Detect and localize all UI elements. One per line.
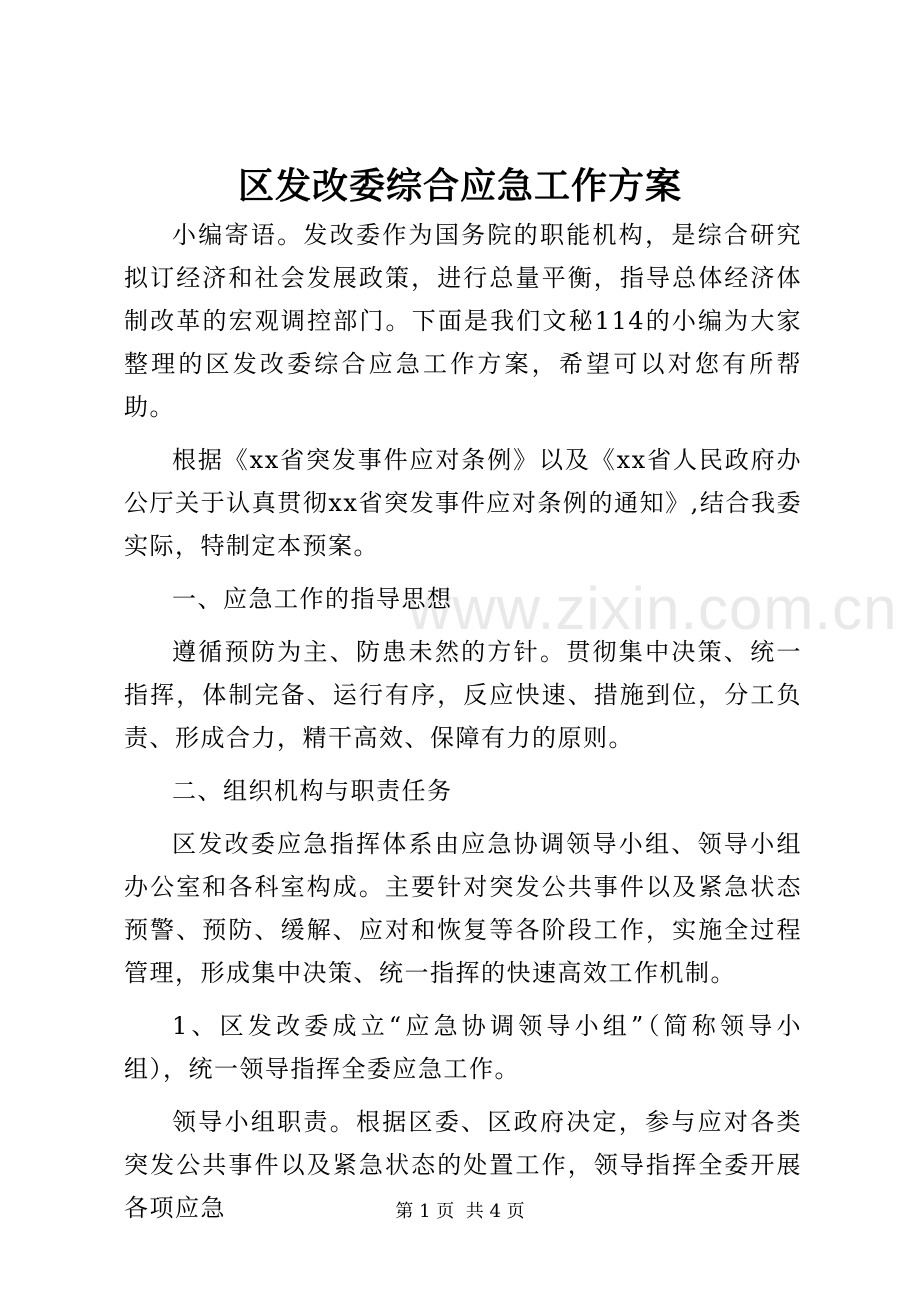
paragraph-organization: 区发改委应急指挥体系由应急协调领导小组、领导小组办公室和各科室构成。主要针对突发公共事件以及紧急状态预警、预防、缓解、应对和恢复等各阶段工作，实施全过程管理，形成集中决策、统一指挥的快速高效工作机制。: [124, 830, 802, 987]
document-body: [124, 214, 802, 1240]
watermark: www.zixin.com.cn: [408, 575, 898, 642]
page-title: 区发改委综合应急工作方案: [237, 165, 682, 207]
section-heading-1: 一、应急工作的指导思想: [172, 585, 453, 613]
paragraph-principles: 遵循预防为主、防患未然的方针。贯彻集中决策、统一指挥，体制完备、运行有序，反应快速、措施到位，分工负责、形成合力，精干高效、保障有力的原则。: [124, 638, 802, 752]
paragraph-basis: 根据《xx省突发事件应对条例》以及《xx省人民政府办公厅关于认真贯彻xx省突发事件应对条例的通知》,结合我委实际，特制定本预案。: [124, 446, 802, 560]
paragraph-group-duties: 领导小组职责。根据区委、区政府决定，参与应对各类突发公共事件以及紧急状态的处置工作，领导指挥全委开展各项应急: [124, 1108, 802, 1222]
page-total: 共 4 页: [465, 1201, 525, 1222]
page-number: 第 1 页: [395, 1201, 455, 1222]
section-heading-2: 二、组织机构与职责任务: [172, 777, 453, 805]
paragraph-leading-group: 1、区发改委成立“应急协调领导小组”（简称领导小组），统一领导指挥全委应急工作。: [124, 1012, 802, 1083]
paragraph-intro: 小编寄语。发改委作为国务院的职能机构，是综合研究拟订经济和社会发展政策，进行总量平衡，指导总体经济体制改革的宏观调控部门。下面是我们文秘114的小编为大家整理的区发改委综合应急工作方案，希望可以对您有所帮助。: [124, 221, 802, 421]
